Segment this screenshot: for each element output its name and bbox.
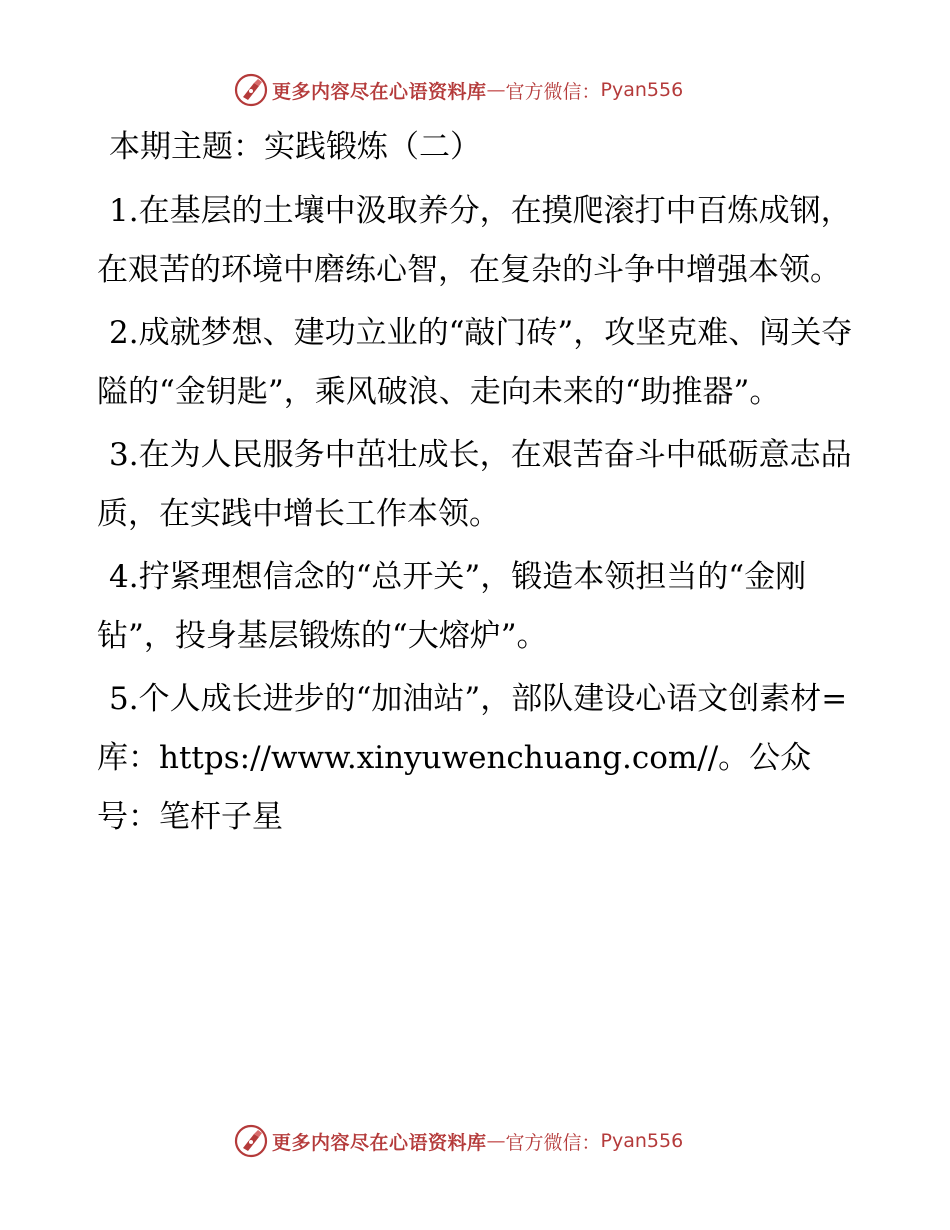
- watermark-brand: 更多内容尽在心语资料库: [272, 1131, 487, 1154]
- footer-watermark: [234, 1123, 734, 1159]
- paragraph-2: 2.成就梦想、建功立业的“敲门砖”，攻坚克难、闯关夺隘的“金钥匙”，乘风破浪、走向未来的“助推器”。: [97, 315, 853, 410]
- watermark-account: Pyan556: [600, 79, 684, 101]
- watermark-separator: —: [486, 79, 506, 101]
- watermark-contact: 官方微信：: [505, 80, 601, 103]
- header-watermark: [234, 72, 734, 108]
- document-body: [97, 118, 857, 851]
- watermark-brand: 更多内容尽在心语资料库: [272, 80, 487, 103]
- paragraph-4: 4.拧紧理想信念的“总开关”，锻造本领担当的“金刚钻”，投身基层锻炼的“大熔炉”。: [97, 559, 807, 654]
- watermark-separator: —: [486, 1130, 506, 1152]
- paragraph-3: 3.在为人民服务中茁壮成长，在艰苦奋斗中砥砺意志品质，在实践中增长工作本领。: [97, 437, 852, 532]
- pen-nib-logo-icon: [234, 1124, 268, 1158]
- document-title: 本期主题：实践锻炼（二）: [109, 129, 481, 165]
- paragraph-5: 5.个人成长进步的“加油站”，部队建设心语文创素材=库：https://www.xinyuwenchuang.com//。公众号：笔杆子星: [97, 681, 848, 835]
- watermark-account: Pyan556: [600, 1130, 684, 1152]
- pen-nib-logo-icon: [234, 73, 268, 107]
- watermark-contact: 官方微信：: [505, 1131, 601, 1154]
- paragraph-1: 1.在基层的土壤中汲取养分，在摸爬滚打中百炼成钢，在艰苦的环境中磨练心智，在复杂的斗争中增强本领。: [97, 193, 852, 288]
